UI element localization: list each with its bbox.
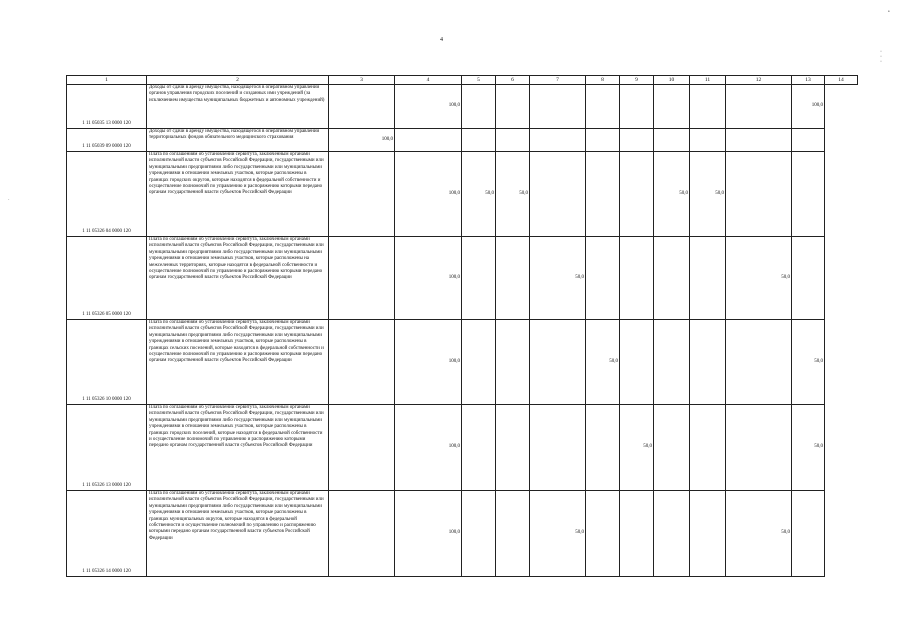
row-value-cell [792, 152, 825, 237]
row-description-cell: Плата по соглашениям об установлении сервитута, заключенным органами исполнительной власти субъектов Российской Федерации, государственными или муниципальными предприятиями либо государственными или муниципальными учреждениями в отношении земельных участков, которые расположены в границах городских поселений, которые находятся в федеральной собственности и осуществление полномочий по управлению и распоряжению которыми передано органам государственной власти субъектов Российской Федерации [147, 405, 329, 491]
row-value-cell: 100,0 [329, 129, 395, 152]
row-code-cell: 1 11 05326 04 0000 120 [67, 152, 147, 237]
scan-mark: • [888, 10, 890, 15]
row-value-cell [496, 405, 530, 491]
row-value-cell [726, 152, 792, 237]
header-cell: 14 [825, 76, 858, 85]
row-value-cell [462, 237, 496, 320]
row-value-cell: 100,0 [395, 152, 462, 237]
row-value-cell [329, 85, 395, 129]
row-description-cell: Доходы от сдачи в аренду имущества, находящегося в оперативном управлении органов управления городских поселений и созданных ими учреждений (за исключением имущества муниципальных бюджетных и автономных учреждений) [147, 85, 329, 129]
page-number: 4 [440, 37, 443, 43]
table-row [67, 129, 858, 152]
table-row [67, 320, 858, 405]
row-value-cell [586, 85, 620, 129]
row-code-cell: 1 11 05326 14 0000 120 [67, 491, 147, 577]
row-value-cell: 50,0 [586, 320, 620, 405]
row-value-cell [462, 85, 496, 129]
row-value-cell: 50,0 [792, 405, 825, 491]
row-value-cell [329, 152, 395, 237]
row-value-cell [395, 129, 462, 152]
row-value-cell [690, 85, 726, 129]
row-value-cell [620, 152, 654, 237]
row-description-cell: Доходы от сдачи в аренду имущества, находящегося в оперативном управлении территориальных фондов обязательного медицинского страхования [147, 129, 329, 152]
row-value-cell: 50,0 [690, 152, 726, 237]
row-value-cell [586, 491, 620, 577]
row-value-cell [654, 405, 690, 491]
row-value-cell: 50,0 [530, 237, 586, 320]
row-value-cell [654, 320, 690, 405]
row-value-cell [726, 129, 792, 152]
header-cell: 3 [329, 76, 395, 85]
revenue-table [66, 75, 858, 577]
table-row [67, 152, 858, 237]
row-value-cell [620, 320, 654, 405]
row-value-cell [496, 491, 530, 577]
row-value-cell: 50,0 [654, 152, 690, 237]
row-code-cell: 1 11 05035 13 0000 120 [67, 85, 147, 129]
row-value-cell [530, 405, 586, 491]
row-code-cell: 1 11 05326 10 0000 120 [67, 320, 147, 405]
row-value-cell: 50,0 [496, 152, 530, 237]
header-cell: 8 [586, 76, 620, 85]
row-value-cell [654, 491, 690, 577]
row-value-cell [620, 237, 654, 320]
row-value-cell [329, 237, 395, 320]
row-value-cell: 100,0 [395, 320, 462, 405]
row-value-cell: 100,0 [395, 85, 462, 129]
row-value-cell [586, 405, 620, 491]
header-cell: 5 [462, 76, 496, 85]
row-value-cell: 50,0 [530, 491, 586, 577]
row-description-cell: Плата по соглашениям об установлении сервитута, заключенным органами исполнительной власти субъектов Российской Федерации, государственными или муниципальными предприятиями либо государственными или муниципальными учреждениями в отношении земельных участков, которые расположены в границах городских округов, которые находятся в федеральной собственности и осуществление полномочий по управлению и распоряжению которыми передано органам государственной власти субъектов Российской Федерации [147, 152, 329, 237]
row-value-cell [462, 320, 496, 405]
row-value-cell [690, 320, 726, 405]
row-value-cell [620, 85, 654, 129]
row-value-cell: 100,0 [395, 237, 462, 320]
table-row [67, 491, 858, 577]
header-cell: 7 [530, 76, 586, 85]
row-value-cell [530, 152, 586, 237]
row-value-cell [496, 129, 530, 152]
header-cell: 2 [147, 76, 329, 85]
row-value-cell [690, 129, 726, 152]
header-cell: 13 [792, 76, 825, 85]
row-value-cell: 100,0 [395, 491, 462, 577]
row-value-cell [654, 129, 690, 152]
row-value-cell: 50,0 [792, 320, 825, 405]
row-value-cell [586, 237, 620, 320]
row-value-cell [462, 129, 496, 152]
header-cell: 11 [690, 76, 726, 85]
row-value-cell [654, 85, 690, 129]
header-cell: 1 [67, 76, 147, 85]
scan-mark: · [8, 198, 10, 203]
row-value-cell [586, 129, 620, 152]
row-description-cell: Плата по соглашениям об установлении сервитута, заключенным органами исполнительной власти субъектов Российской Федерации, государственными или муниципальными предприятиями либо государственными или муниципальными учреждениями в отношении земельных участков, которые расположены в границах сельских поселений, которые находятся в федеральной собственности и осуществление полномочий по управлению и распоряжению которыми передано органам государственной власти субъектов Российской Федерации [147, 320, 329, 405]
row-value-cell [586, 152, 620, 237]
row-value-cell: 100,0 [395, 405, 462, 491]
row-code-cell: 1 11 05326 05 0000 120 [67, 237, 147, 320]
row-value-cell [620, 129, 654, 152]
header-cell: 12 [726, 76, 792, 85]
row-code-cell: 1 11 05039 09 0000 120 [67, 129, 147, 152]
row-value-cell [530, 85, 586, 129]
row-value-cell [690, 491, 726, 577]
header-cell: 9 [620, 76, 654, 85]
row-value-cell: 100,0 [792, 85, 825, 129]
row-value-cell [462, 405, 496, 491]
row-value-cell [792, 237, 825, 320]
header-cell: 10 [654, 76, 690, 85]
row-value-cell: 50,0 [726, 237, 792, 320]
table-row [67, 85, 858, 129]
row-value-cell [690, 405, 726, 491]
row-value-cell [462, 491, 496, 577]
row-value-cell: 50,0 [620, 405, 654, 491]
row-value-cell [726, 85, 792, 129]
table-row [67, 405, 858, 491]
row-value-cell [726, 405, 792, 491]
row-description-cell: Плата по соглашениям об установлении сервитута, заключенным органами исполнительной власти субъектов Российской Федерации, государственными или муниципальными предприятиями либо государственными или муниципальными учреждениями в отношении земельных участков, которые расположены на межселенных территориях, которые находятся в федеральной собственности и осуществление полномочий по управлению и распоряжению которыми передано органам государственной власти субъектов Российской Федерации [147, 237, 329, 320]
row-value-cell [530, 320, 586, 405]
row-value-cell: 50,0 [462, 152, 496, 237]
table-row [67, 237, 858, 320]
row-value-cell [496, 320, 530, 405]
header-row [67, 76, 858, 85]
row-description-cell: Плата по соглашениям об установлении сервитута, заключенным органами исполнительной власти субъектов Российской Федерации, государственными или муниципальными предприятиями либо государственными или муниципальными учреждениями в отношении земельных участков, которые расположены в границах муниципальных округов, которые находятся в федеральной собственности и осуществление полномочий по управлению и распоряжению которыми передано органам государственной власти субъектов Российской Федерации [147, 491, 329, 577]
row-value-cell [726, 320, 792, 405]
row-value-cell [654, 237, 690, 320]
row-value-cell: 50,0 [726, 491, 792, 577]
row-value-cell [792, 129, 825, 152]
row-value-cell [329, 320, 395, 405]
row-code-cell: 1 11 05326 13 0000 120 [67, 405, 147, 491]
row-value-cell [329, 491, 395, 577]
row-value-cell [496, 237, 530, 320]
row-value-cell [329, 405, 395, 491]
header-cell: 6 [496, 76, 530, 85]
row-value-cell [690, 237, 726, 320]
header-cell: 4 [395, 76, 462, 85]
scan-mark: · · · [880, 49, 882, 65]
row-value-cell [620, 491, 654, 577]
row-value-cell [496, 85, 530, 129]
row-value-cell [792, 491, 825, 577]
row-value-cell [530, 129, 586, 152]
